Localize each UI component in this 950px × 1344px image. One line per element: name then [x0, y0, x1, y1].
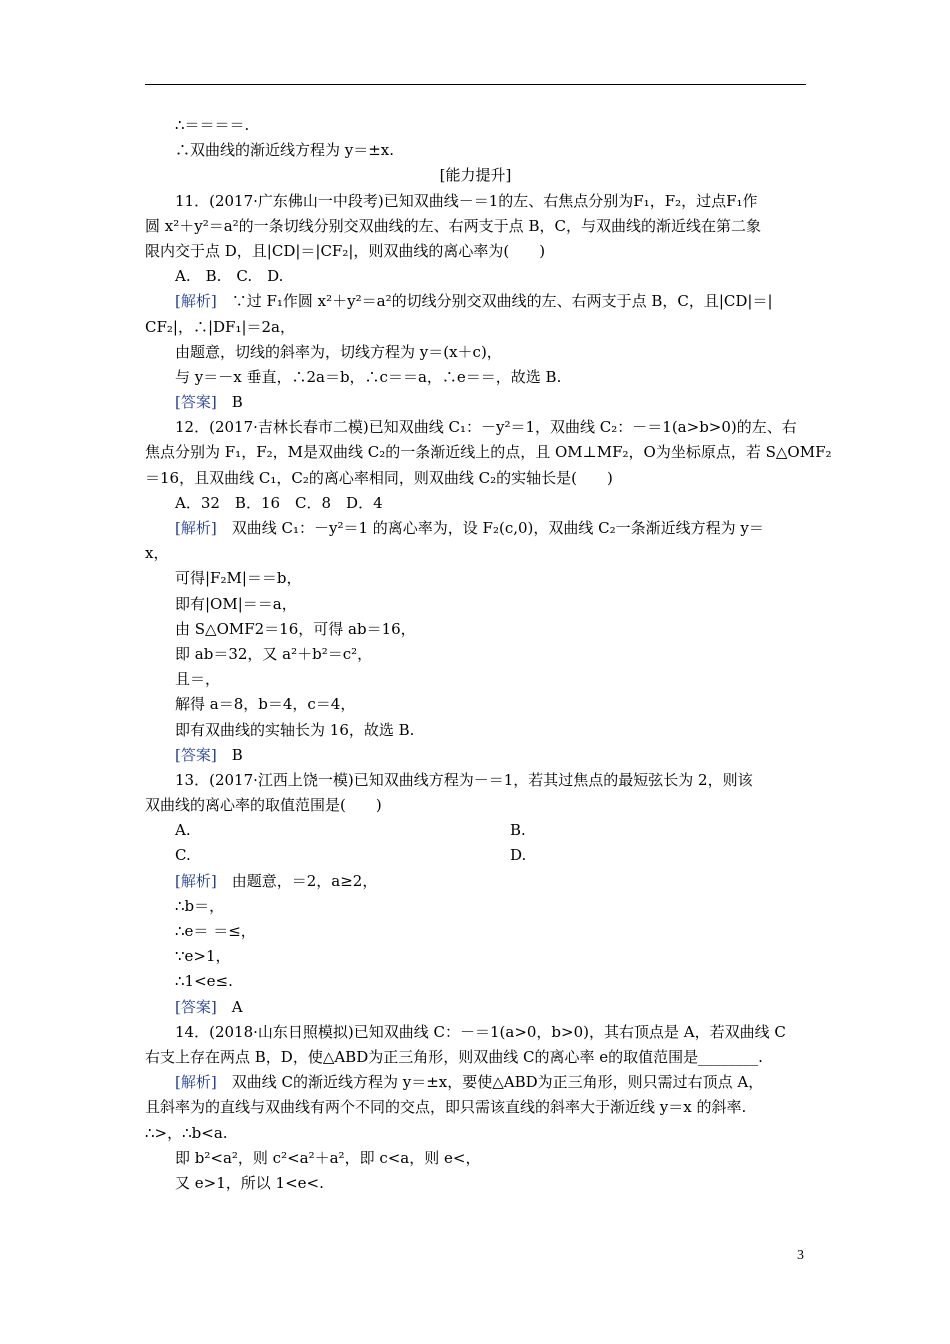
text-segment: 13．(2017·江西上饶一模)已知双曲线方程为－＝1，若其过焦点的最短弦长为 2，则该: [175, 770, 753, 789]
text-line: [145, 315, 806, 340]
text-line: [145, 541, 806, 566]
text-line: [145, 466, 806, 491]
text-line: [145, 894, 806, 919]
text-line: [145, 264, 806, 289]
text-segment: 解得 a＝8，b＝4，c＝4，: [175, 695, 356, 714]
text-line: [145, 1171, 806, 1196]
header-rule: [145, 84, 806, 85]
text-line: [145, 793, 806, 818]
text-segment: A: [216, 997, 243, 1016]
text-line: [145, 113, 806, 138]
text-segment: 且斜率为的直线与双曲线有两个不同的交点，即只需该直线的斜率大于渐近线 y＝x 的斜率.: [145, 1098, 747, 1117]
text-line: [145, 692, 806, 717]
text-line: [145, 969, 806, 994]
text-segment: 圆 x²＋y²＝a²的一条切线分别交双曲线的左、右两支于点 B，C，与双曲线的渐近线在第二象: [145, 216, 761, 235]
text-line: [145, 1045, 806, 1070]
text-line: [145, 768, 806, 793]
text-segment: 即 b²<a²，则 c²<a²＋a²，即 c<a，则 e<，: [175, 1148, 481, 1167]
text-line: [145, 415, 806, 440]
answer-option: B.: [510, 821, 526, 840]
text-segment: 即有|OM|＝＝a，: [175, 594, 297, 613]
text-segment: 双曲线的离心率的取值范围是( ): [145, 796, 382, 815]
text-segment: 由题意，切线的斜率为，切线方程为 y＝(x＋c)，: [175, 342, 502, 361]
text-line: [145, 365, 806, 390]
document-body: [145, 113, 832, 1196]
text-segment: ∴双曲线的渐近线方程为 y＝±x.: [175, 141, 395, 160]
text-segment: 14．(2018·山东日照模拟)已知双曲线 C：－＝1(a>0，b>0)，其右顶点是 A，若双曲线 C: [175, 1022, 786, 1041]
text-segment: 又 e>1，所以 1<e<.: [175, 1173, 324, 1192]
text-segment: 双曲线 C₁：－y²＝1 的离心率为，设 F₂(c,0)，双曲线 C₂一条渐近线方程为 y＝: [216, 519, 764, 537]
text-segment: 即有双曲线的实轴长为 16，故选 B.: [175, 720, 415, 739]
text-line: [145, 718, 806, 743]
section-heading: [145, 163, 806, 188]
text-segment: ∴＝＝＝＝.: [175, 116, 250, 134]
text-segment: 12．(2017·吉林长春市二模)已知双曲线 C₁：－y²＝1，双曲线 C₂：－＝1(a>b>0)的左、右: [175, 418, 797, 437]
text-segment: ∴e＝ ＝≤，: [175, 922, 256, 940]
text-segment: ∵过 F₁作圆 x²＋y²＝a²的切线分别交双曲线的左、右两支于点 B，C，且|CD|＝|: [216, 292, 773, 311]
text-line: [145, 995, 806, 1020]
text-line: [145, 189, 806, 214]
text-line: [145, 289, 806, 314]
text-segment: ∵e>1，: [175, 947, 231, 966]
text-segment: B: [216, 745, 243, 764]
text-line: [145, 944, 806, 969]
label-tag: [答案]: [175, 745, 217, 764]
text-line: [145, 138, 806, 163]
text-line: [145, 667, 806, 692]
text-line: [145, 440, 832, 465]
text-segment: 即 ab＝32，又 a²＋b²＝c²，: [175, 644, 373, 663]
text-segment: B: [216, 393, 243, 412]
text-line: [145, 642, 806, 667]
text-line: [145, 869, 806, 894]
text-line: [145, 1121, 806, 1146]
answer-option: A.: [175, 821, 191, 840]
text-line: [145, 1070, 806, 1095]
text-line: [145, 390, 806, 415]
label-tag: [答案]: [175, 393, 217, 412]
label-tag: [解析]: [175, 1073, 217, 1092]
text-segment: 双曲线 C的渐近线方程为 y＝±x，要使△ABD为正三角形，则只需过右顶点 A，: [216, 1073, 764, 1092]
label-tag: [答案]: [175, 997, 217, 1016]
text-line: [145, 919, 806, 944]
text-line: [145, 214, 806, 239]
text-line: [145, 239, 806, 264]
text-segment: A．32 B．16 C．8 D．4: [175, 493, 383, 512]
text-segment: 可得|F₂M|＝＝b，: [175, 569, 302, 588]
text-segment: ＝16，且双曲线 C₁，C₂的离心率相同，则双曲线 C₂的实轴长是( ): [145, 468, 613, 487]
text-segment: 右支上存在两点 B，D，使△ABD为正三角形，则双曲线 C的离心率 e的取值范围是________.: [145, 1047, 763, 1066]
text-segment: ∴>，∴b<a.: [145, 1123, 228, 1142]
text-segment: 焦点分别为 F₁，F₂，M是双曲线 C₂的一条渐近线上的点，且 OM⊥MF₂，O为坐标原点，若 S△OMF₂: [145, 443, 832, 462]
text-segment: ∴1<e≤.: [175, 972, 233, 991]
text-segment: x，: [145, 544, 169, 563]
text-line: [145, 1095, 806, 1120]
text-segment: ∴b＝，: [175, 896, 225, 915]
text-segment: 11．(2017·广东佛山一中段考)已知双曲线－＝1的左、右焦点分别为F₁，F₂，过点F₁作: [175, 191, 758, 210]
text-line: [145, 566, 806, 591]
text-segment: 且＝，: [175, 670, 221, 689]
page-number: 3: [797, 1248, 804, 1263]
label-tag: [解析]: [175, 519, 217, 537]
text-line: [145, 743, 806, 768]
text-line: [145, 491, 806, 516]
answer-option: D.: [510, 846, 527, 865]
text-line: [145, 1146, 806, 1171]
text-line: [145, 516, 806, 541]
label-tag: [解析]: [175, 871, 217, 890]
text-line: [145, 592, 806, 617]
text-segment: CF₂|，∴|DF₁|＝2a，: [145, 317, 295, 336]
option-row: [145, 818, 806, 843]
label-tag: [解析]: [175, 292, 217, 311]
text-line: [145, 340, 806, 365]
text-segment: 与 y＝－x 垂直，∴2a＝b，∴c＝＝a，∴e＝＝，故选 B.: [175, 367, 562, 386]
answer-option: C.: [175, 846, 191, 865]
text-line: [145, 1020, 806, 1045]
text-segment: 限内交于点 D，且|CD|＝|CF₂|，则双曲线的离心率为( ): [145, 241, 546, 260]
option-row: [145, 843, 806, 868]
text-segment: [能力提升]: [439, 166, 512, 185]
text-segment: A. B. C. D.: [175, 267, 284, 286]
text-segment: 由 S△OMF2＝16，可得 ab＝16，: [175, 619, 416, 638]
text-line: [145, 617, 806, 642]
text-segment: 由题意，＝2，a≥2，: [216, 871, 378, 890]
